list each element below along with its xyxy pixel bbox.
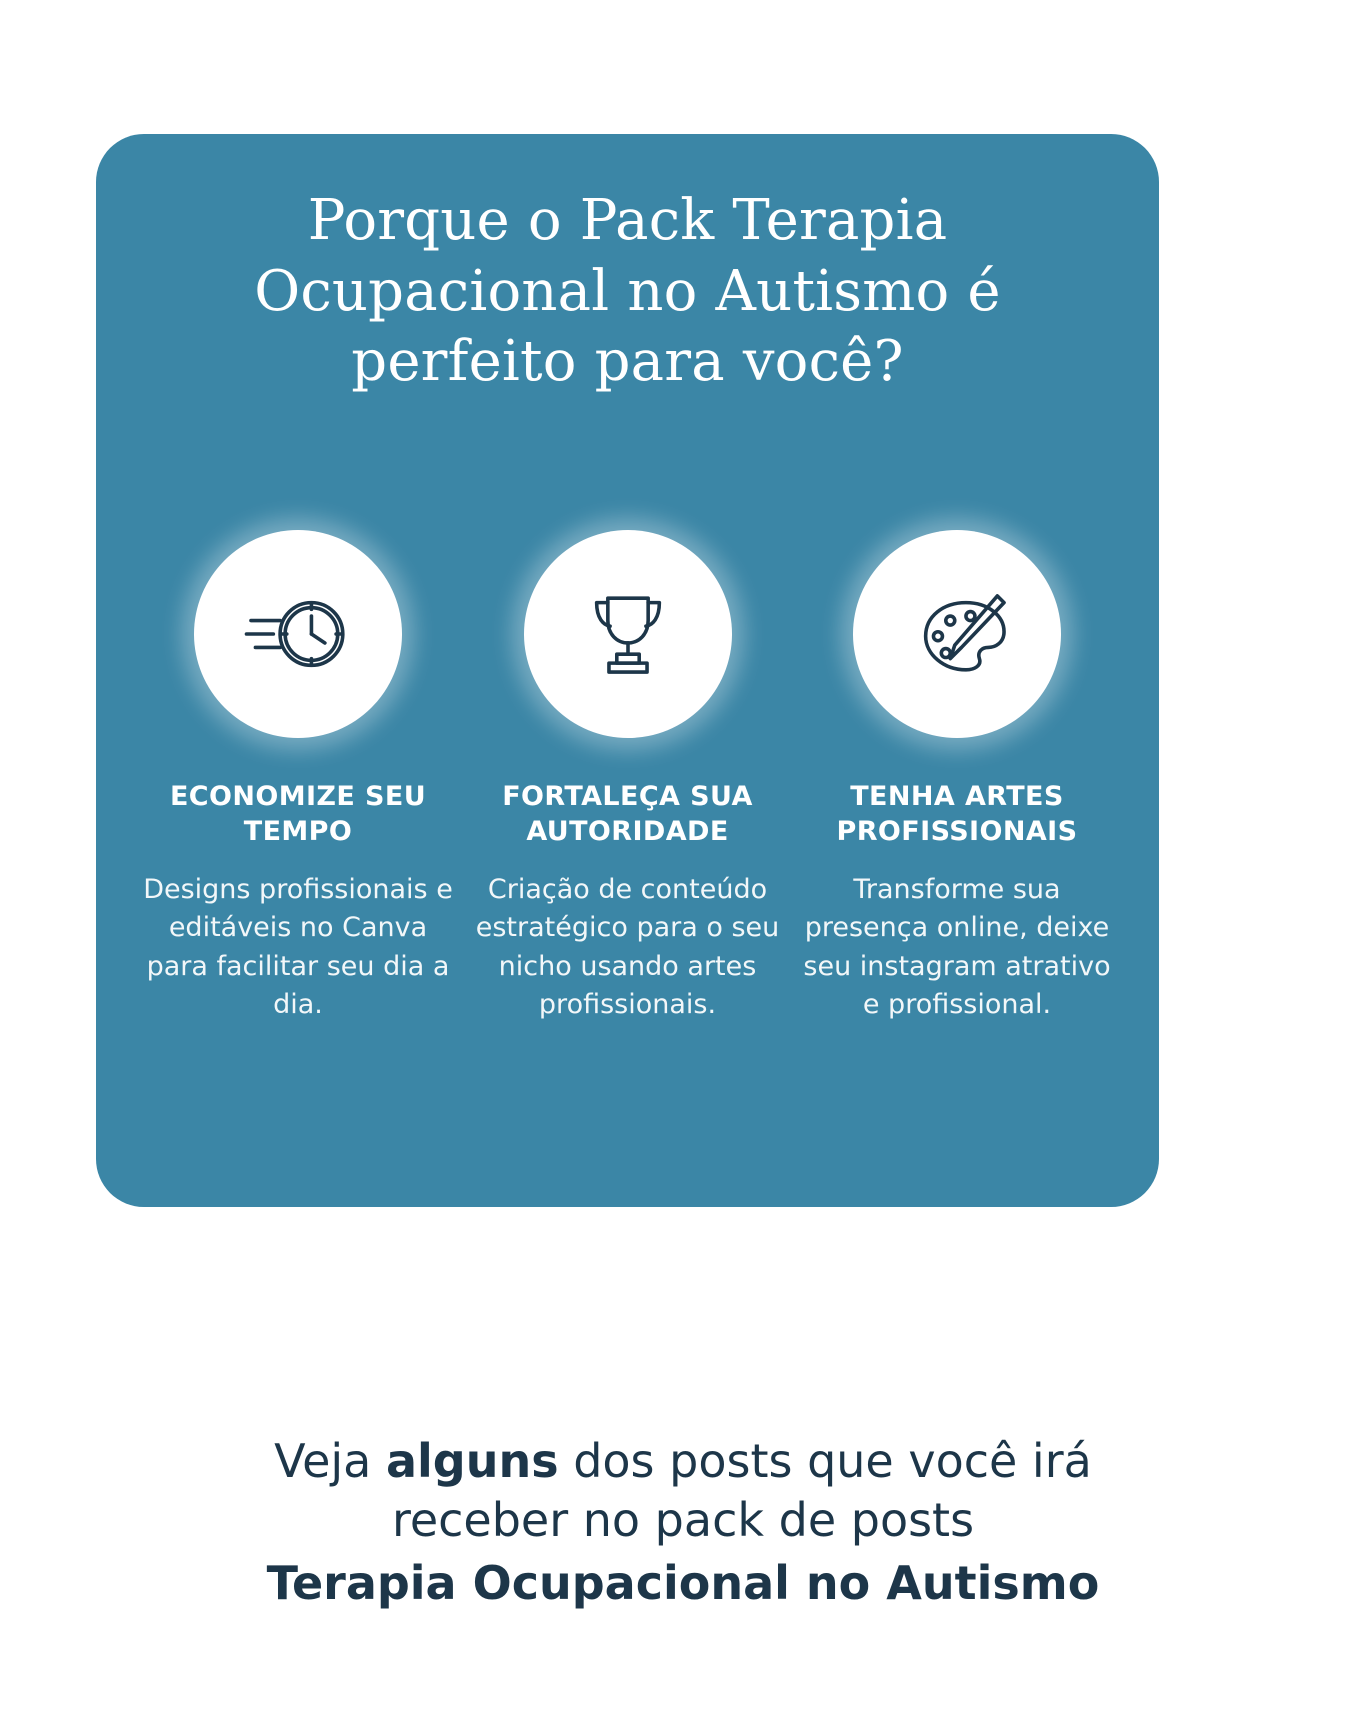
feature-title: TENHA ARTES PROFISSIONAIS <box>836 781 1078 847</box>
bottom-caption <box>0 1432 1366 1613</box>
card-title: Porque o Pack Terapia Ocupacional no Autismo é perfeito para você? <box>254 188 1001 395</box>
feature-title: ECONOMIZE SEU TEMPO <box>169 781 427 847</box>
feature-fortaleca-sua-autoridade <box>470 530 786 1024</box>
caption-line-1 <box>90 1432 1276 1491</box>
feature-description: Transforme sua presença online, deixe seu instagram atrativo e profissional. <box>803 874 1111 1021</box>
caption-line1-bold: alguns <box>385 1434 559 1488</box>
fast-clock-icon <box>194 530 402 738</box>
feature-description: Designs profissionais e editáveis no Canva para facilitar seu dia a dia. <box>143 874 453 1021</box>
caption-line1-suffix: dos posts que você irá <box>558 1434 1092 1488</box>
caption-line1-prefix: Veja <box>274 1434 386 1488</box>
paint-palette-brush-icon <box>853 530 1061 738</box>
feature-description: Criação de conteúdo estratégico para o seu nicho usando artes profissionais. <box>475 874 780 1021</box>
trophy-icon <box>524 530 732 738</box>
feature-economize-seu-tempo <box>140 530 456 1024</box>
feature-title: FORTALEÇA SUA AUTORIDADE <box>502 781 753 847</box>
caption-line-2: receber no pack de posts <box>391 1492 975 1547</box>
features-row <box>140 530 1115 1024</box>
caption-line-3: Terapia Ocupacional no Autismo <box>266 1555 1100 1610</box>
benefits-card <box>96 134 1159 1207</box>
feature-tenha-artes-profissionais <box>799 530 1115 1024</box>
